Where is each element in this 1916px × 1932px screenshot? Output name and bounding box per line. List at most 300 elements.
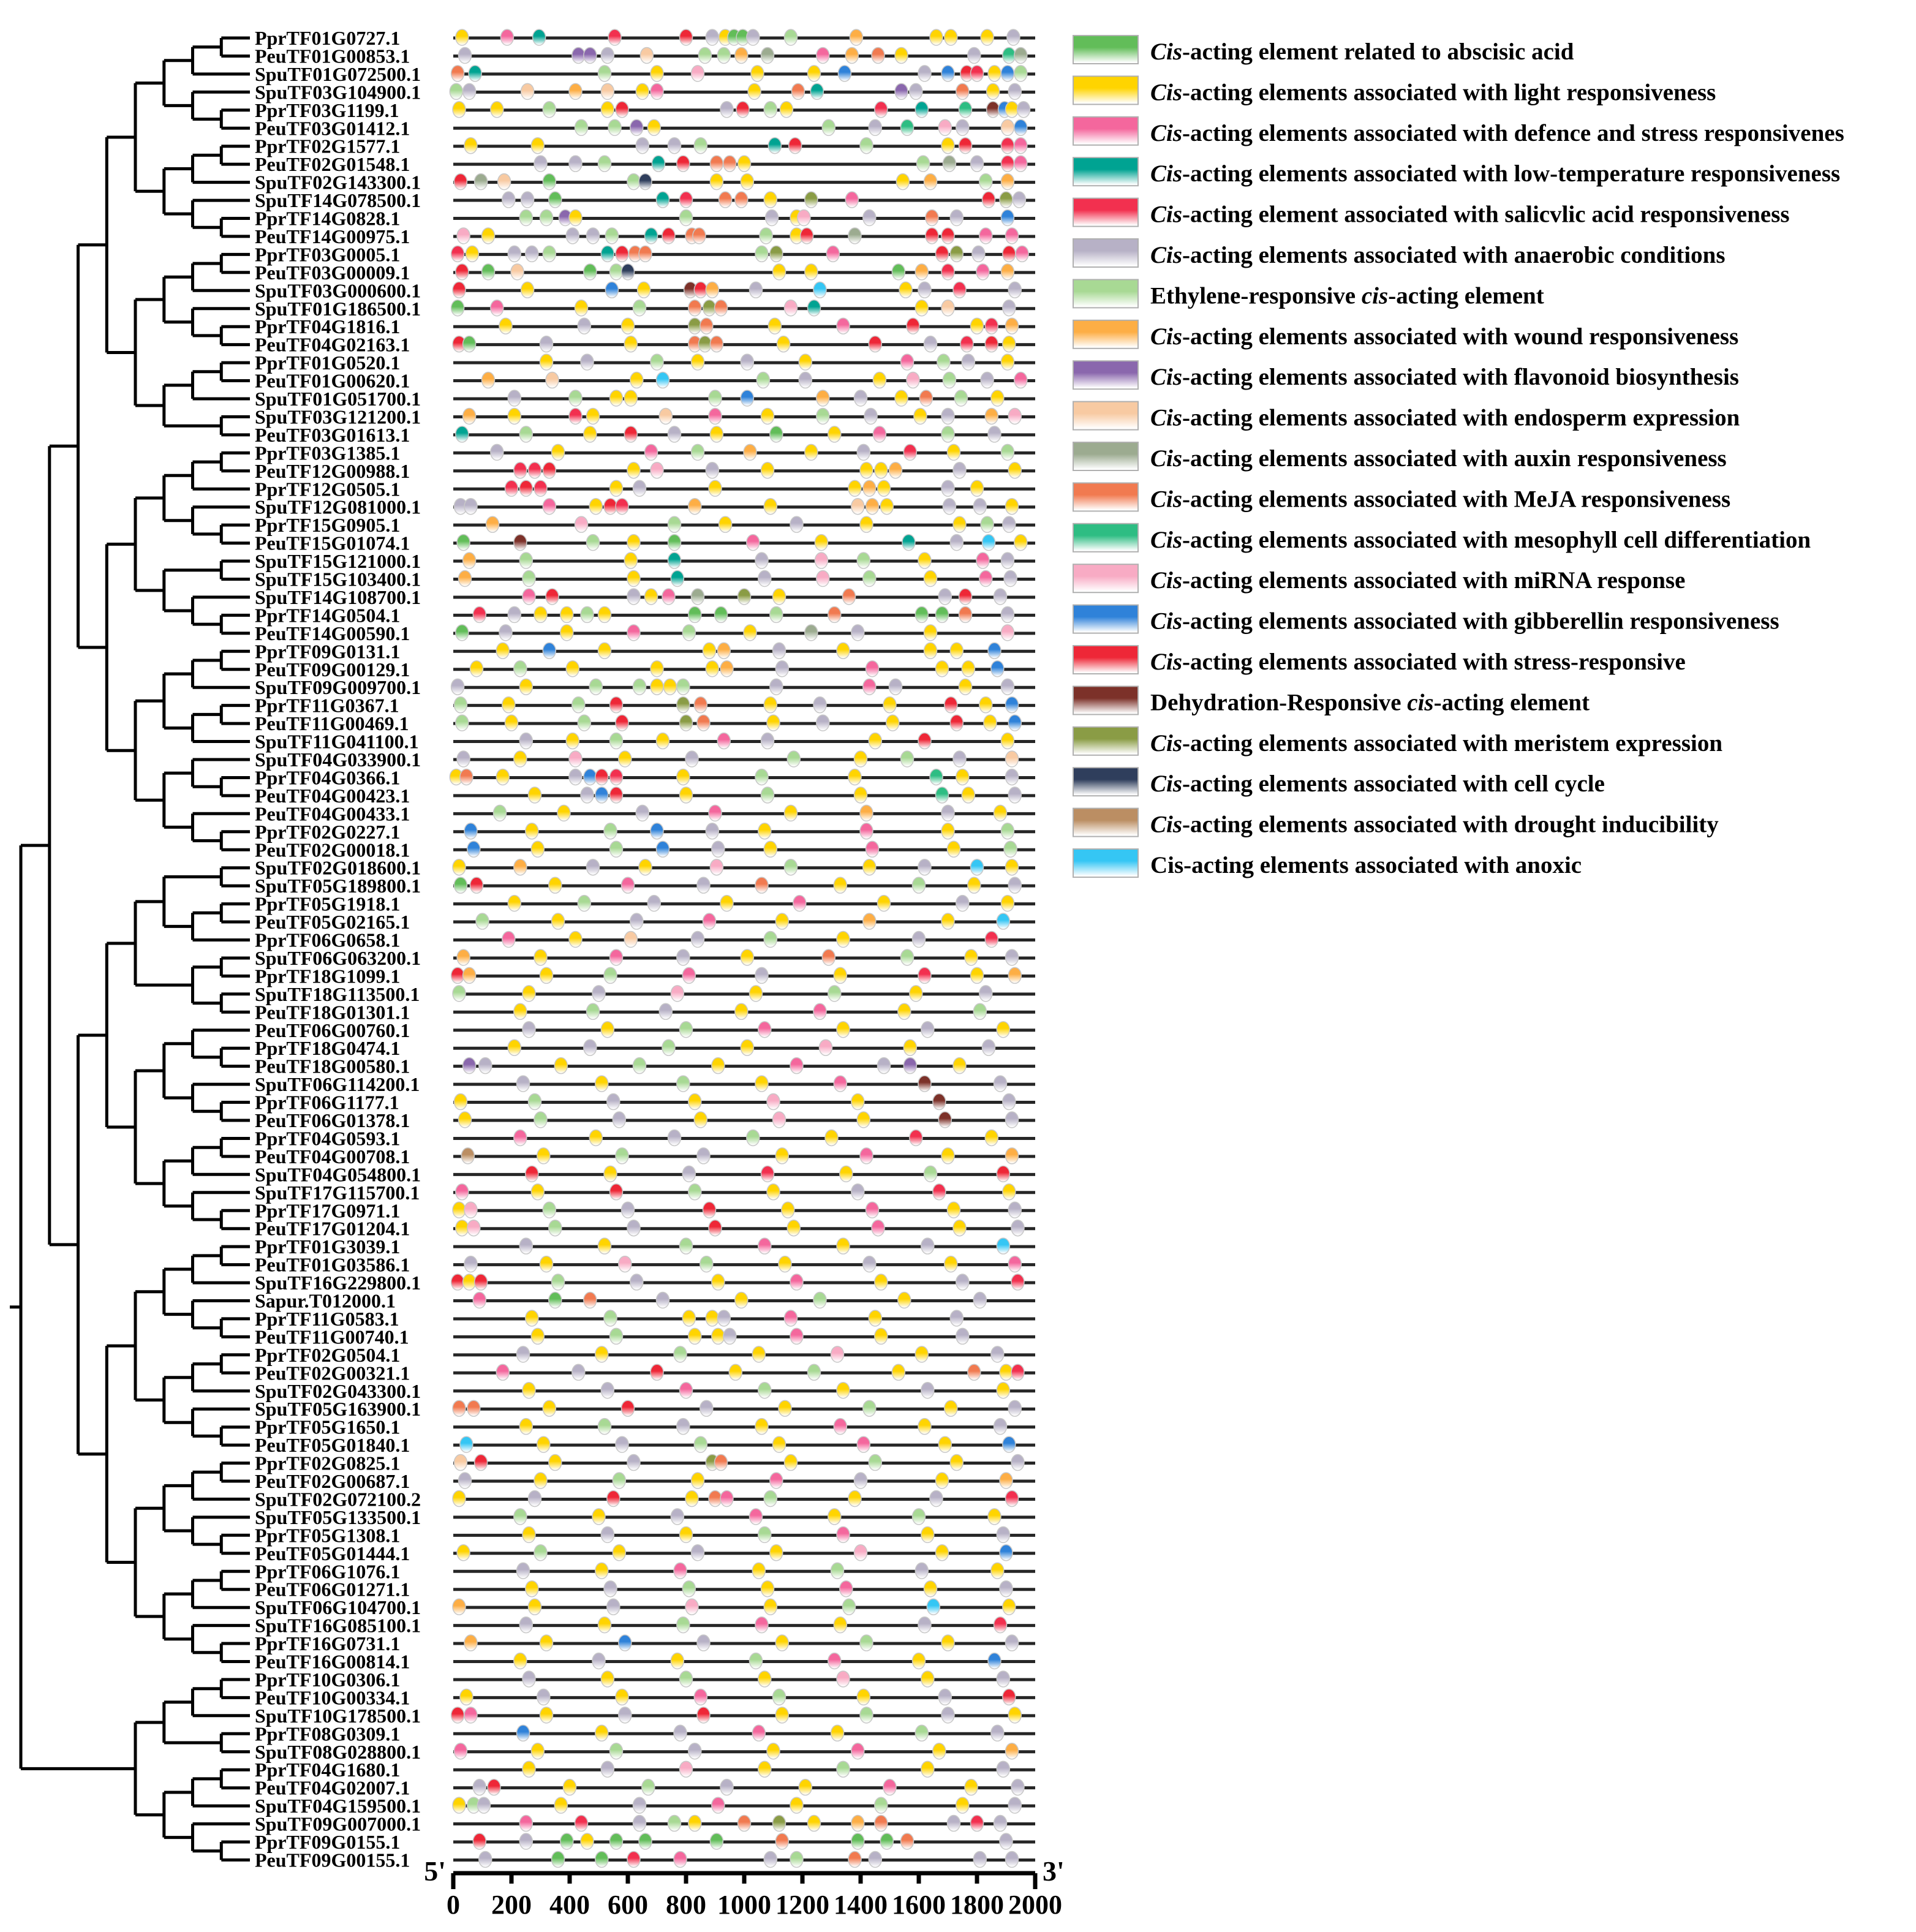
cis-element-marker-light-yellow — [529, 1599, 541, 1615]
cis-element-marker-ethylene-light-green — [954, 390, 967, 406]
cis-element-marker-wound-orange — [860, 805, 873, 821]
cis-element-marker-light-yellow — [913, 1653, 926, 1669]
cis-element-marker-endosperm-peach — [521, 83, 534, 99]
cis-element-marker-light-yellow — [534, 949, 547, 965]
cis-element-marker-meristem-olive — [770, 246, 783, 262]
axis-tick-label: 1200 — [775, 1890, 829, 1920]
cis-element-marker-light-yellow — [799, 354, 812, 370]
cis-element-marker-anaerobic-lavender — [692, 1545, 704, 1561]
cis-element-marker-anaerobic-lavender — [1011, 1455, 1024, 1471]
cis-element-marker-ethylene-light-green — [717, 47, 730, 63]
cis-element-marker-dehydration-maroon — [933, 1094, 946, 1110]
cis-element-marker-defence-pink — [694, 1689, 707, 1705]
cis-element-marker-low-temperature-teal — [808, 300, 821, 316]
legend-label: Cis-acting elements associated with wound responsiveness — [1150, 323, 1739, 350]
cis-element-marker-light-yellow — [761, 408, 774, 424]
gene-label: PeuTF03G01613.1 — [255, 423, 410, 446]
cis-element-marker-light-yellow — [924, 571, 937, 587]
cis-element-marker-anaerobic-lavender — [913, 932, 926, 948]
cis-element-marker-stress-red — [607, 1490, 620, 1506]
cis-element-marker-auxin-sage — [692, 589, 704, 605]
cis-element-marker-light-yellow — [1001, 354, 1014, 370]
cis-element-marker-ethylene-light-green — [682, 1581, 695, 1597]
cis-element-marker-anaerobic-lavender — [519, 733, 532, 749]
cis-element-marker-meja-salmon — [926, 210, 938, 226]
cis-element-marker-anaerobic-lavender — [851, 625, 864, 641]
cis-element-marker-light-yellow — [779, 1400, 791, 1416]
cis-element-marker-light-yellow — [657, 733, 669, 749]
cis-element-marker-anoxic-cyan — [460, 1436, 473, 1452]
cis-element-marker-light-yellow — [918, 553, 931, 568]
cis-element-marker-anoxic-cyan — [813, 282, 826, 298]
cis-element-marker-ethylene-light-green — [543, 246, 556, 262]
gene-label: SpuTF17G115700.1 — [255, 1181, 420, 1204]
cis-element-marker-light-yellow — [706, 1310, 719, 1326]
cis-element-marker-anaerobic-lavender — [758, 571, 771, 587]
cis-element-marker-light-yellow — [758, 1761, 771, 1777]
cis-element-marker-anaerobic-lavender — [569, 769, 582, 785]
cis-element-marker-light-yellow — [875, 1328, 888, 1344]
cis-element-marker-salicylic-red — [608, 29, 621, 45]
cis-element-marker-abscisic-acid-green — [715, 606, 728, 622]
cis-element-marker-light-yellow — [921, 1761, 934, 1777]
cis-element-marker-anaerobic-lavender — [627, 589, 640, 605]
cis-element-marker-ethylene-light-green — [837, 1761, 850, 1777]
cis-element-marker-defence-pink — [979, 228, 992, 244]
cis-element-marker-defence-pink — [712, 1797, 725, 1813]
cis-element-marker-gibberellin-blue — [1008, 715, 1021, 731]
cis-element-marker-ethylene-light-green — [1001, 444, 1014, 460]
cis-element-marker-wound-orange — [863, 480, 876, 496]
cis-element-marker-anaerobic-lavender — [601, 1761, 614, 1777]
cis-element-marker-mirna-pink — [837, 1671, 850, 1687]
cis-element-marker-salicylic-red — [529, 462, 541, 478]
gene-label: PprTF04G1816.1 — [255, 315, 401, 338]
cis-element-marker-anaerobic-lavender — [688, 1743, 701, 1759]
cis-element-marker-abscisic-acid-green — [880, 1833, 893, 1849]
cis-element-marker-light-yellow — [534, 606, 547, 622]
gene-label: PeuTF09G00155.1 — [255, 1849, 410, 1871]
cis-element-marker-gibberellin-blue — [584, 769, 597, 785]
cis-element-marker-anaerobic-lavender — [706, 29, 719, 45]
cis-element-marker-defence-pink — [976, 264, 989, 280]
cis-element-marker-anaerobic-lavender — [854, 1473, 867, 1489]
gene-label: PprTF05G1650.1 — [255, 1416, 401, 1438]
cis-element-marker-ethylene-light-green — [677, 1076, 690, 1092]
cis-element-marker-defence-pink — [1008, 1256, 1021, 1272]
cis-element-marker-ethylene-light-green — [813, 1292, 826, 1308]
cis-element-marker-mirna-pink — [569, 751, 582, 767]
cis-element-marker-salicylic-red — [610, 769, 623, 785]
cis-element-marker-anaerobic-lavender — [915, 1563, 928, 1579]
cis-element-marker-abscisic-acid-green — [851, 1833, 864, 1849]
legend-label: Cis-acting elements associated with auxin responsiveness — [1150, 445, 1727, 472]
cis-element-marker-stress-red — [651, 1364, 663, 1380]
cis-element-marker-light-yellow — [598, 606, 611, 622]
legend-swatch-dehydration-maroon — [1073, 686, 1138, 714]
cis-element-marker-stress-red — [454, 174, 467, 190]
cis-element-marker-anaerobic-lavender — [878, 1058, 891, 1074]
cis-element-marker-anaerobic-lavender — [1003, 1094, 1016, 1110]
cis-element-marker-wound-orange — [1000, 1473, 1013, 1489]
cis-element-marker-light-yellow — [529, 787, 541, 803]
cis-element-marker-light-yellow — [560, 625, 573, 641]
gene-label: PeuTF04G02163.1 — [255, 333, 410, 356]
cis-element-marker-anaerobic-lavender — [773, 643, 786, 658]
cis-element-marker-meristem-olive — [773, 1816, 786, 1832]
cis-element-marker-defence-pink — [543, 499, 556, 515]
cis-element-marker-anaerobic-lavender — [979, 986, 992, 1002]
gene-label: PprTF02G0504.1 — [255, 1343, 401, 1366]
cis-element-marker-abscisic-acid-green — [584, 264, 597, 280]
cis-element-marker-light-yellow — [595, 1725, 608, 1741]
cis-element-marker-anaerobic-lavender — [508, 246, 521, 262]
gene-label: PprTF12G0505.1 — [255, 478, 401, 500]
cis-element-marker-light-yellow — [703, 643, 716, 658]
cis-element-marker-defence-pink — [674, 1851, 687, 1867]
cis-element-marker-abscisic-acid-green — [936, 606, 949, 622]
gene-label: SpuTF05G133500.1 — [255, 1506, 421, 1528]
gene-label: PeuTF05G01840.1 — [255, 1434, 410, 1457]
cis-element-marker-ethylene-light-green — [514, 1509, 527, 1525]
cis-element-marker-light-yellow — [956, 1797, 969, 1813]
cis-element-marker-light-yellow — [619, 751, 632, 767]
cis-element-marker-ethylene-light-green — [589, 679, 602, 695]
cis-element-marker-defence-pink — [709, 805, 722, 821]
cis-element-marker-wound-orange — [866, 499, 879, 515]
gene-label: SpuTF04G033900.1 — [255, 749, 421, 771]
cis-element-marker-stress-red — [907, 318, 919, 334]
gene-label: SpuTF04G159500.1 — [255, 1795, 421, 1817]
cis-element-marker-stress-red — [959, 138, 972, 154]
cis-element-marker-mirna-pink — [820, 1040, 832, 1055]
cis-element-marker-stress-red — [736, 102, 749, 118]
cis-element-marker-anaerobic-lavender — [529, 1490, 541, 1506]
cis-element-marker-ethylene-light-green — [857, 553, 870, 568]
cis-element-marker-defence-pink — [826, 246, 839, 262]
cis-element-marker-anaerobic-lavender — [869, 1851, 881, 1867]
cis-element-marker-stress-red — [475, 1455, 488, 1471]
cis-element-marker-defence-pink — [857, 1436, 870, 1452]
cis-element-marker-wound-orange — [486, 516, 499, 532]
cis-element-marker-anaerobic-lavender — [601, 1383, 614, 1398]
cis-element-marker-salicylic-red — [1006, 1490, 1019, 1506]
cis-element-marker-anaerobic-lavender — [616, 1436, 628, 1452]
cis-element-marker-mesophyll-emerald — [1003, 47, 1016, 63]
cis-element-marker-light-yellow — [933, 1743, 946, 1759]
cis-element-marker-defence-pink — [790, 1274, 803, 1290]
cis-element-marker-meja-salmon — [694, 697, 707, 713]
cis-element-marker-wound-orange — [845, 47, 858, 63]
cis-element-marker-light-yellow — [777, 336, 790, 352]
cis-element-marker-endosperm-peach — [851, 499, 864, 515]
gene-label: PeuTF18G01301.1 — [255, 1001, 410, 1024]
cis-element-marker-ethylene-light-green — [543, 102, 556, 118]
cis-element-marker-ethylene-light-green — [692, 444, 704, 460]
gene-label: SpuTF04G054800.1 — [255, 1163, 421, 1186]
cis-element-marker-light-yellow — [950, 643, 963, 658]
cis-element-marker-anaerobic-lavender — [521, 192, 534, 208]
cis-element-marker-light-yellow — [581, 1833, 594, 1849]
cis-element-marker-dehydration-maroon — [987, 102, 1000, 118]
legend-item — [1073, 646, 1686, 675]
cis-element-marker-light-yellow — [627, 571, 640, 587]
legend-item — [1073, 686, 1590, 715]
gene-label: PprTF11G0583.1 — [255, 1307, 399, 1330]
cis-element-marker-light-yellow — [526, 1310, 538, 1326]
cis-element-marker-light-yellow — [1014, 535, 1027, 551]
cis-element-marker-meristem-olive — [703, 300, 716, 316]
gene-label: PprTF18G1099.1 — [255, 965, 401, 987]
cis-element-marker-light-yellow — [595, 1563, 608, 1579]
cis-element-marker-endosperm-peach — [941, 300, 954, 316]
cis-element-marker-light-yellow — [848, 1490, 861, 1506]
cis-element-marker-light-yellow — [651, 661, 663, 677]
cis-element-marker-mirna-pink — [464, 1202, 477, 1218]
cis-element-marker-defence-pink — [1014, 156, 1027, 172]
gene-label: PeuTF01G00853.1 — [255, 45, 410, 67]
cis-element-marker-salicylic-red — [1001, 156, 1014, 172]
cis-element-marker-stress-red — [451, 1707, 464, 1723]
cis-element-marker-anaerobic-lavender — [956, 119, 969, 135]
cis-element-marker-light-yellow — [692, 1473, 704, 1489]
legend-label: Cis-acting elements associated with anaerobic conditions — [1150, 242, 1726, 268]
cis-element-marker-salicylic-red — [910, 1130, 922, 1145]
cis-element-marker-mesophyll-emerald — [959, 102, 972, 118]
cis-element-marker-light-yellow — [735, 1292, 748, 1308]
cis-element-marker-anaerobic-lavender — [636, 138, 649, 154]
cis-element-marker-ethylene-light-green — [598, 156, 611, 172]
cis-element-marker-meja-salmon — [467, 1400, 480, 1416]
cis-element-marker-anaerobic-lavender — [997, 1761, 1009, 1777]
cis-element-marker-wound-orange — [863, 913, 876, 929]
cis-element-marker-salicylic-red — [761, 1166, 774, 1182]
cis-element-marker-light-yellow — [651, 66, 663, 81]
cis-element-marker-light-yellow — [610, 390, 623, 406]
cis-element-marker-meja-salmon — [715, 1455, 728, 1471]
legend-swatch-mesophyll-emerald — [1073, 524, 1138, 552]
legend-item — [1073, 198, 1790, 228]
cis-element-marker-light-yellow — [988, 66, 1001, 81]
cis-element-marker-light-yellow — [741, 949, 753, 965]
cis-element-marker-salicylic-red — [994, 1617, 1007, 1633]
cis-element-marker-cell-cycle-navy — [622, 264, 635, 280]
cis-element-marker-anaerobic-lavender — [723, 1328, 736, 1344]
cis-element-marker-light-yellow — [569, 932, 582, 948]
cis-element-marker-light-yellow — [750, 986, 763, 1002]
cis-element-marker-low-temperature-teal — [657, 192, 669, 208]
cis-element-marker-low-temperature-teal — [902, 535, 915, 551]
cis-element-marker-defence-pink — [840, 1581, 853, 1597]
cis-element-marker-anaerobic-lavender — [619, 1707, 632, 1723]
cis-element-marker-ethylene-light-green — [770, 606, 783, 622]
cis-element-marker-anaerobic-lavender — [674, 1725, 687, 1741]
cis-element-marker-ethylene-light-green — [605, 228, 618, 244]
legend-label: Dehydration-Responsive cis-acting element — [1150, 689, 1590, 716]
cis-element-marker-gibberellin-blue — [1000, 1545, 1013, 1561]
gene-label: PprTF06G1177.1 — [255, 1091, 399, 1114]
cis-element-marker-light-yellow — [984, 715, 997, 731]
cis-element-marker-light-yellow — [878, 896, 891, 911]
cis-element-marker-meja-salmon — [639, 246, 652, 262]
cis-element-marker-anaerobic-lavender — [700, 1400, 713, 1416]
cis-element-marker-auxin-sage — [761, 47, 774, 63]
cis-element-marker-salicylic-red — [971, 66, 984, 81]
gene-label: PeuTF05G02165.1 — [255, 911, 410, 934]
cis-element-marker-ethylene-light-green — [578, 715, 590, 731]
cis-element-marker-anaerobic-lavender — [994, 589, 1007, 605]
cis-element-marker-ethylene-light-green — [979, 174, 992, 190]
cis-element-marker-anaerobic-lavender — [761, 733, 774, 749]
cis-element-marker-light-yellow — [712, 1058, 725, 1074]
cis-element-marker-light-yellow — [764, 1599, 777, 1615]
cis-element-marker-low-temperature-teal — [469, 66, 481, 81]
gene-row — [255, 1849, 1035, 1871]
cis-element-marker-light-yellow — [875, 462, 888, 478]
cis-element-marker-abscisic-acid-green — [457, 535, 470, 551]
cis-element-marker-light-yellow — [457, 1545, 470, 1561]
gene-label: PprTF03G0005.1 — [255, 243, 401, 266]
cis-element-marker-stress-red — [789, 138, 802, 154]
cis-element-marker-light-yellow — [834, 1617, 847, 1633]
cis-element-marker-light-yellow — [566, 661, 579, 677]
cis-element-marker-light-yellow — [710, 174, 723, 190]
cis-element-marker-low-temperature-teal — [768, 138, 781, 154]
cis-element-marker-light-yellow — [773, 264, 786, 280]
cis-element-marker-anoxic-cyan — [657, 372, 669, 388]
cis-element-marker-ethylene-light-green — [680, 1238, 693, 1254]
cis-element-marker-low-temperature-teal — [601, 246, 614, 262]
cis-element-marker-light-yellow — [764, 841, 777, 857]
cis-element-marker-light-yellow — [959, 679, 972, 695]
cis-element-marker-ethylene-light-green — [680, 210, 693, 226]
gene-label: PprTF17G0971.1 — [255, 1199, 401, 1222]
cis-element-marker-light-yellow — [770, 1545, 783, 1561]
cis-element-marker-ethylene-light-green — [543, 1202, 556, 1218]
cis-element-marker-anaerobic-lavender — [677, 949, 690, 965]
cis-element-marker-salicylic-red — [985, 318, 998, 334]
cis-element-marker-gibberellin-blue — [464, 823, 477, 839]
gene-label: PeuTF04G00708.1 — [255, 1145, 410, 1168]
gene-label: SpuTF11G041100.1 — [255, 730, 419, 753]
cis-element-marker-light-yellow — [987, 83, 1000, 99]
cis-element-marker-anaerobic-lavender — [864, 408, 877, 424]
cis-element-marker-ethylene-light-green — [682, 625, 695, 641]
cis-element-marker-light-yellow — [557, 805, 570, 821]
cis-element-marker-endosperm-peach — [511, 264, 524, 280]
cis-element-marker-ethylene-light-green — [860, 1707, 873, 1723]
cis-element-marker-anaerobic-lavender — [790, 516, 803, 532]
cis-element-marker-light-yellow — [537, 1436, 550, 1452]
cis-element-marker-abscisic-acid-green — [482, 264, 495, 280]
cis-element-marker-flavonoid-purple — [572, 47, 585, 63]
cis-element-marker-meja-salmon — [968, 1364, 981, 1380]
cis-element-marker-ethylene-light-green — [598, 66, 611, 81]
cis-element-marker-anaerobic-lavender — [477, 1797, 490, 1813]
cis-element-marker-stress-red — [926, 228, 938, 244]
cis-element-marker-ethylene-light-green — [668, 516, 681, 532]
cis-element-marker-stress-red — [1003, 1689, 1016, 1705]
cis-element-marker-light-yellow — [496, 769, 509, 785]
cis-element-marker-abscisic-acid-green — [770, 426, 783, 442]
legend-swatch-anaerobic-lavender — [1073, 239, 1138, 267]
cis-element-marker-anaerobic-lavender — [479, 1058, 492, 1074]
cis-element-marker-anaerobic-lavender — [522, 1671, 535, 1687]
cis-element-marker-light-yellow — [540, 1256, 553, 1272]
cis-element-marker-defence-pink — [770, 1473, 783, 1489]
cis-element-marker-ethylene-light-green — [817, 408, 829, 424]
cis-element-marker-stress-red — [709, 1220, 722, 1236]
gene-label: PeuTF02G01548.1 — [255, 153, 410, 176]
cis-element-marker-light-yellow — [854, 751, 867, 767]
cis-element-marker-mesophyll-emerald — [936, 787, 949, 803]
cis-element-marker-wound-orange — [720, 661, 733, 677]
cis-element-marker-light-yellow — [514, 1003, 527, 1019]
cis-element-marker-abscisic-acid-green — [454, 877, 467, 893]
cis-element-marker-light-yellow — [924, 1581, 937, 1597]
cis-element-marker-anaerobic-lavender — [994, 1816, 1007, 1832]
cis-element-marker-light-yellow — [892, 1364, 905, 1380]
cis-element-marker-anaerobic-lavender — [592, 1653, 605, 1669]
cis-element-marker-meja-salmon — [709, 1490, 722, 1506]
legend-item — [1073, 442, 1727, 472]
legend-swatch-ethylene-light-green — [1073, 279, 1138, 308]
cis-element-marker-meja-salmon — [791, 83, 804, 99]
cis-element-marker-defence-pink — [979, 571, 992, 587]
cis-element-marker-meja-salmon — [919, 390, 932, 406]
cis-element-marker-anaerobic-lavender — [1007, 29, 1020, 45]
cis-element-marker-light-yellow — [688, 1816, 701, 1832]
cis-element-marker-light-yellow — [589, 1130, 602, 1145]
gene-label: PprTF01G0727.1 — [255, 27, 401, 49]
gene-label: SpuTF14G078500.1 — [255, 189, 421, 212]
cis-element-marker-light-yellow — [540, 1707, 553, 1723]
cis-element-marker-light-yellow — [459, 1112, 472, 1128]
cis-element-marker-light-yellow — [758, 823, 771, 839]
cis-element-marker-light-yellow — [837, 1238, 850, 1254]
cis-element-marker-ethylene-light-green — [680, 1671, 693, 1687]
gene-label: PprTF02G0227.1 — [255, 820, 401, 843]
cis-element-marker-ethylene-light-green — [764, 1490, 777, 1506]
cis-element-marker-light-yellow — [613, 1545, 625, 1561]
cis-element-marker-light-yellow — [645, 589, 658, 605]
cis-element-marker-meja-salmon — [693, 228, 706, 244]
cis-element-marker-light-yellow — [564, 1779, 576, 1795]
cis-element-marker-ethylene-light-green — [604, 1310, 617, 1326]
cis-element-marker-light-yellow — [531, 138, 544, 154]
legend-item — [1073, 76, 1716, 105]
cis-element-marker-defence-pink — [790, 1328, 803, 1344]
cis-element-marker-anaerobic-lavender — [459, 47, 472, 63]
cis-element-marker-defence-pink — [866, 1202, 879, 1218]
cis-element-marker-light-yellow — [508, 408, 521, 424]
cis-element-marker-meja-salmon — [460, 769, 473, 785]
cis-element-marker-anaerobic-lavender — [953, 462, 966, 478]
legend-label: Cis-acting elements associated with miRNA response — [1150, 567, 1686, 594]
cis-element-marker-light-yellow — [805, 264, 818, 280]
cis-element-marker-salicylic-red — [1011, 1364, 1024, 1380]
cis-element-marker-anaerobic-lavender — [973, 499, 986, 515]
cis-element-marker-light-yellow — [624, 336, 637, 352]
cis-element-marker-stress-red — [519, 480, 532, 496]
cis-element-marker-gibberellin-blue — [838, 66, 851, 81]
cis-element-marker-ethylene-light-green — [534, 1112, 547, 1128]
cis-element-marker-defence-pink — [622, 877, 635, 893]
cis-element-marker-salicylic-red — [505, 480, 518, 496]
cis-element-marker-light-yellow — [851, 1094, 864, 1110]
cis-element-marker-anaerobic-lavender — [677, 1419, 690, 1435]
cis-element-marker-anaerobic-lavender — [924, 336, 937, 352]
